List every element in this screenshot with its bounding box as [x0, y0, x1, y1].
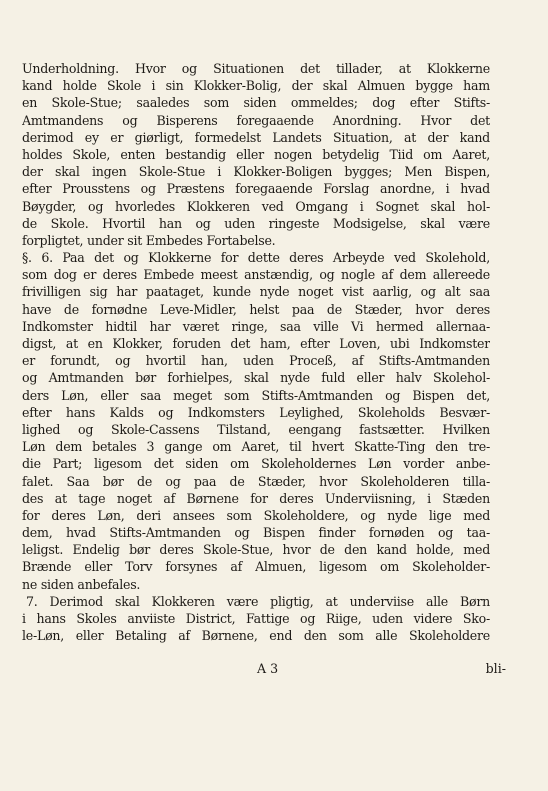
text-line: efter Prousstens og Præstens foregaaende Forslag anordne, i hvad — [22, 181, 490, 197]
text-line: forpligtet, under sit Embedes Fortabelse. — [22, 232, 276, 248]
catchword: bli- — [485, 661, 506, 676]
text-line: des at tage noget af Børnene for deres Underviisning, i Stæden — [22, 490, 490, 506]
text-line: i hans Skoles anviiste District, Fattige og Riige, uden videre Sko- — [22, 611, 490, 626]
section-7-heading-line: 7. Derimod skal Klokkeren være pligtig, at underviise alle Børn — [26, 593, 490, 609]
page-footer — [22, 660, 506, 677]
text-line: Brænde eller Torv forsynes af Almuen, ligesom om Skoleholder- — [22, 559, 490, 575]
text-line: en Skole-Stue; saaledes som siden ommeldes; dog efter Stifts- — [22, 95, 490, 111]
signature-mark: A 3 — [257, 661, 279, 676]
text-line: Amtmandens og Bisperens foregaaende Anordning. Hvor det — [22, 112, 490, 128]
text-line: leligst. Endelig bør deres Skole-Stue, hvor de den kand holde, med — [22, 542, 490, 558]
text-line: dem, hvad Stifts-Amtmanden og Bispen finder fornøden og taa- — [22, 525, 490, 541]
text-line: ders Løn, eller saa meget som Stifts-Amtmanden og Bispen det, — [22, 387, 490, 403]
section-6-heading-line: §. 6. Paa det og Klokkerne for dette deres Arbeyde ved Skolehold, — [22, 250, 490, 266]
text-line: lighed og Skole-Cassens Tilstand, eengang fastsætter. Hvilken — [22, 421, 490, 437]
text-line: ne siden anbefales. — [22, 576, 141, 592]
body-text — [22, 60, 490, 644]
text-line: Løn dem betales 3 gange om Aaret, til hvert Skatte-Ting den tre- — [22, 439, 490, 455]
text-line: die Part; ligesom det siden om Skoleholdernes Løn vorder anbe- — [22, 456, 490, 472]
text-line: der skal ingen Skole-Stue i Klokker-Boligen bygges; Men Bispen, — [22, 164, 490, 180]
text-line: for deres Løn, deri ansees som Skoleholdere, og nyde lige med — [22, 507, 490, 523]
text-line: efter hans Kalds og Indkomsters Leylighed, Skoleholds Besvær- — [22, 404, 490, 420]
text-line: som dog er deres Embede meest anstændig, og nogle af dem allereede — [22, 267, 490, 283]
text-line: kand holde Skole i sin Klokker-Bolig, der skal Almuen bygge ham — [22, 78, 490, 94]
text-line: de Skole. Hvortil han og uden ringeste Modsigelse, skal være — [22, 215, 490, 231]
text-line: have de fornødne Leve-Midler, helst paa de Stæder, hvor deres — [22, 301, 490, 317]
text-line: holdes Skole, enten bestandig eller nogen betydelig Tiid om Aaret, — [22, 146, 490, 162]
text-line: digst, at en Klokker, foruden det ham, efter Loven, ubi Indkomster — [22, 336, 490, 351]
text-line: falet. Saa bør de og paa de Stæder, hvor Skoleholderen tilla- — [22, 473, 490, 489]
text-line: frivilligen sig har paataget, kunde nyde noget vist aarlig, og alt saa — [22, 284, 490, 300]
text-line: Bøygder, og hvorledes Klokkeren ved Omgang i Sognet skal hol- — [22, 198, 490, 214]
text-line: derimod ey er giørligt, formedelst Landets Situation, at der kand — [22, 129, 490, 145]
text-line: le-Løn, eller Betaling af Børnene, end den som alle Skoleholdere — [22, 628, 490, 644]
text-line: er forundt, og hvortil han, uden Proceß, af Stifts-Amtmanden — [22, 353, 490, 369]
text-line: og Amtmanden bør forhielpes, skal nyde fuld eller halv Skolehol- — [22, 370, 490, 386]
text-line: Indkomster hidtil har været ringe, saa ville Vi hermed allernaa- — [22, 318, 490, 334]
text-line: Underholdning. Hvor og Situationen det tillader, at Klokkerne — [22, 61, 490, 76]
